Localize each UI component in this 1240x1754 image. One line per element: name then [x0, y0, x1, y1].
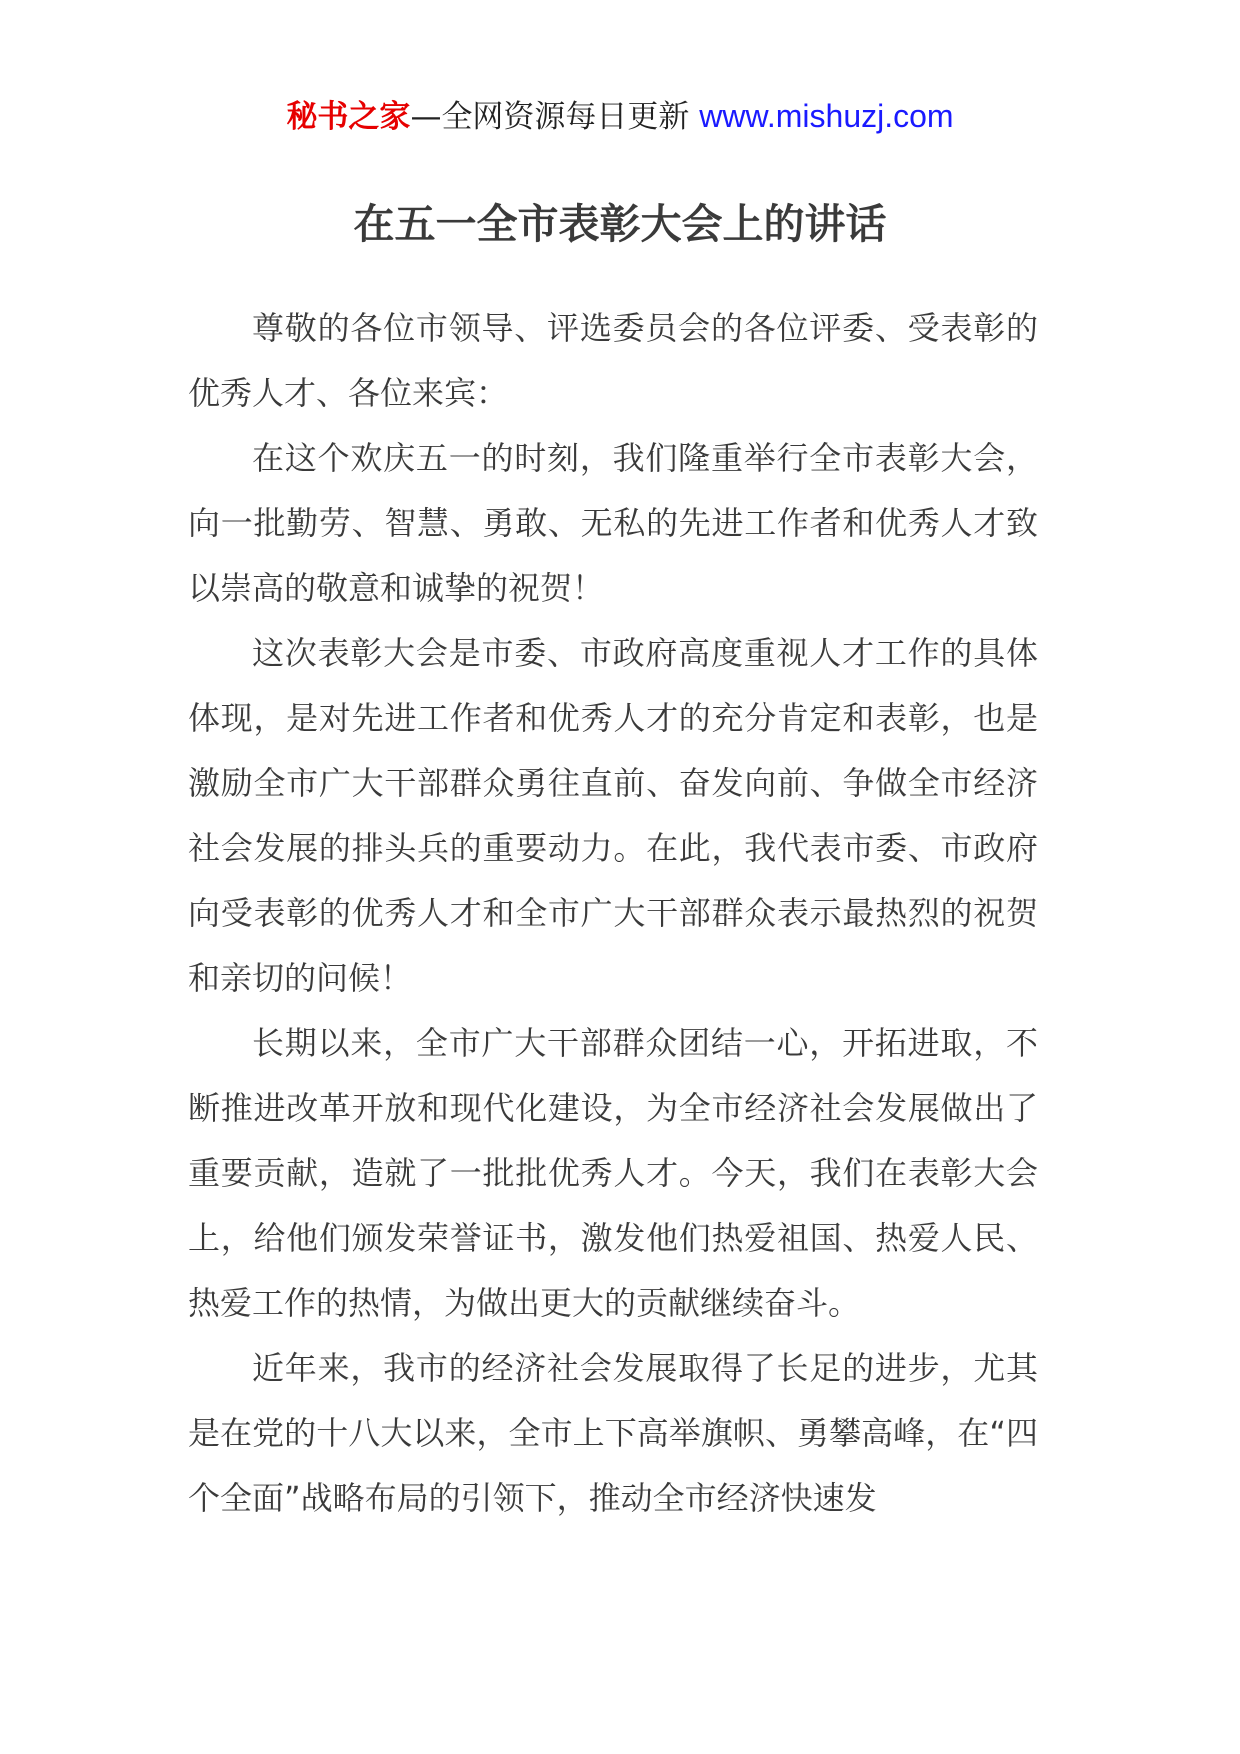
paragraph: 近年来，我市的经济社会发展取得了长足的进步，尤其是在党的十八大以来，全市上下高举旗帜、勇攀高峰，在“四个全面”战略布局的引领下，推动全市经济快速发 — [188, 1349, 1038, 1517]
document-body — [188, 296, 1038, 1531]
document-title: 在五一全市表彰大会上的讲话 — [353, 200, 887, 248]
brand-name: 秘书之家 — [286, 99, 411, 135]
site-url-link[interactable]: www.mishuzj.com — [699, 98, 954, 134]
site-tagline: —全网资源每日更新 — [410, 99, 690, 135]
paragraph: 这次表彰大会是市委、市政府高度重视人才工作的具体体现，是对先进工作者和优秀人才的充分肯定和表彰，也是激励全市广大干部群众勇往直前、奋发向前、争做全市经济社会发展的排头兵的重要动力。在此，我代表市委、市政府向受表彰的优秀人才和全市广大干部群众表示最热烈的祝贺和亲切的问候！ — [188, 634, 1038, 997]
site-header — [0, 96, 1240, 137]
paragraph-salutation: 尊敬的各位市领导、评选委员会的各位评委、受表彰的优秀人才、各位来宾： — [188, 309, 1038, 412]
paragraph: 在这个欢庆五一的时刻，我们隆重举行全市表彰大会，向一批勤劳、智慧、勇敢、无私的先进工作者和优秀人才致以崇高的敬意和诚挚的祝贺！ — [188, 439, 1038, 607]
paragraph: 长期以来，全市广大干部群众团结一心，开拓进取，不断推进改革开放和现代化建设，为全市经济社会发展做出了重要贡献，造就了一批批优秀人才。今天，我们在表彰大会上，给他们颁发荣誉证书，激发他们热爱祖国、热爱人民、热爱工作的热情，为做出更大的贡献继续奋斗。 — [188, 1024, 1038, 1322]
